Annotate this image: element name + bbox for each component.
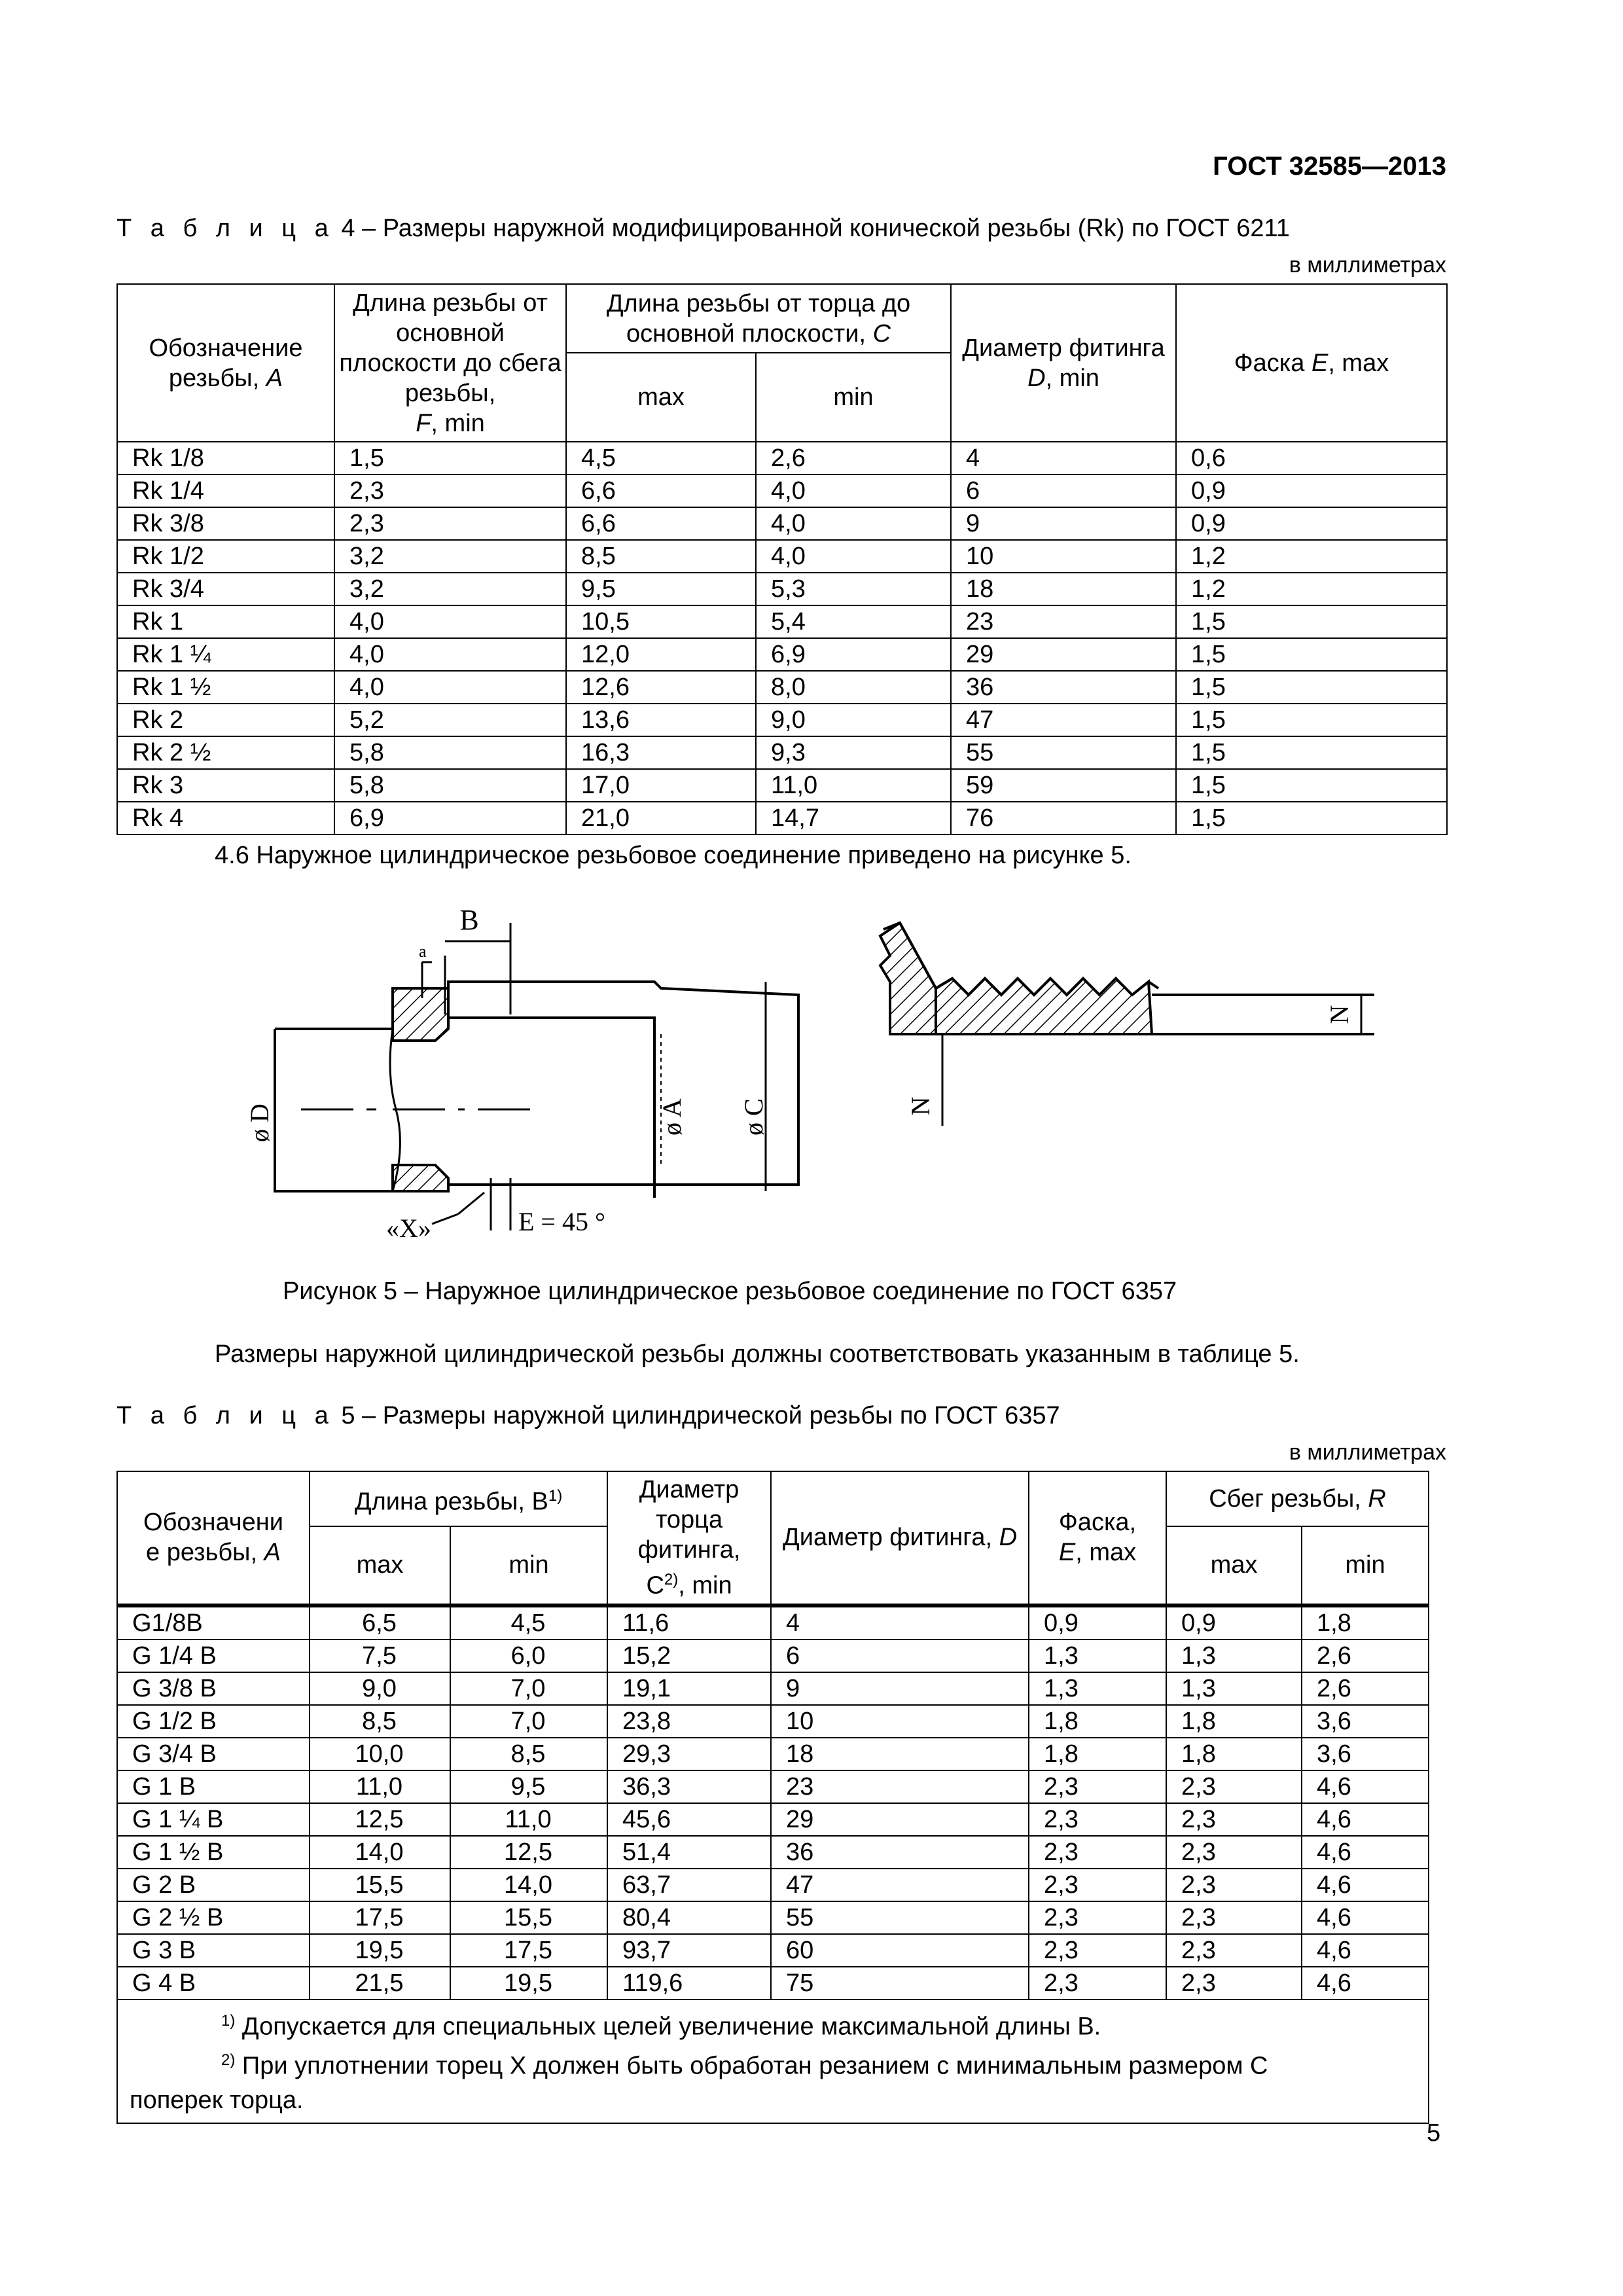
table-cell: 4,0	[334, 605, 566, 638]
table5-note-2-cont: поперек торца.	[130, 2086, 304, 2114]
table-cell: 6,0	[450, 1640, 607, 1672]
t4-header-designation: Обозначение резьбы, А	[117, 284, 334, 442]
table-cell: 4,6	[1302, 1803, 1429, 1836]
table-cell: 5,8	[334, 736, 566, 769]
t5-header-face-diameter: Диаметр торца фитинга, $C^{2)}$, min	[607, 1471, 771, 1605]
table-cell: 6	[951, 475, 1176, 507]
table-cell: 12,6	[566, 671, 756, 704]
table-cell: 0,6	[1176, 442, 1447, 475]
table5-caption-text: 5 – Размеры наружной цилиндрической резьбы по ГОСТ 6357	[334, 1402, 1060, 1429]
table-cell: 23	[951, 605, 1176, 638]
table-cell: 10	[771, 1705, 1029, 1738]
table-row	[117, 704, 1447, 736]
table-row	[117, 1738, 1429, 1770]
table-cell: 2,3	[1029, 1770, 1166, 1803]
table-cell: 2,3	[1029, 1901, 1166, 1934]
table-cell: 11,0	[756, 769, 951, 802]
table-cell: G 2 B	[117, 1869, 310, 1901]
table-cell: 2,3	[1166, 1934, 1302, 1967]
table-cell: 4,0	[334, 671, 566, 704]
label-diameter-d: ø D	[245, 1103, 274, 1142]
table-cell: G 3 B	[117, 1934, 310, 1967]
table-cell: 9,0	[310, 1672, 450, 1705]
table-cell: 1,5	[334, 442, 566, 475]
table-cell: 2,3	[1029, 1836, 1166, 1869]
table-cell: 15,5	[310, 1869, 450, 1901]
table-cell: 4,5	[450, 1605, 607, 1640]
table-row	[117, 1803, 1429, 1836]
table-cell: 1,5	[1176, 802, 1447, 834]
table-cell: 14,0	[450, 1869, 607, 1901]
table-cell: 16,3	[566, 736, 756, 769]
table-cell: 2,3	[334, 507, 566, 540]
table5-note-1: $^{1)}$ Допускается для специальных целей увеличение максимальной длины В.	[221, 2011, 1101, 2041]
paragraph-sizes: Размеры наружной цилиндрической резьбы должны соответствовать указанным в таблице 5.	[215, 1340, 1300, 1368]
table-cell: 1,5	[1176, 736, 1447, 769]
table4-unit: в миллиметрах	[1289, 253, 1446, 278]
label-n-bottom: N	[906, 1096, 935, 1116]
table-cell: G 2 ½ B	[117, 1901, 310, 1934]
table-cell: G 3/4 B	[117, 1738, 310, 1770]
table-cell: 5,3	[756, 573, 951, 605]
table-cell: 4,0	[756, 507, 951, 540]
table-cell: 4,0	[756, 475, 951, 507]
table-cell: 1,3	[1029, 1672, 1166, 1705]
paragraph-4-6: 4.6 Наружное цилиндрическое резьбовое соединение приведено на рисунке 5.	[215, 842, 1132, 869]
table5	[116, 1471, 1429, 2124]
t4-header-chamfer: Фаска E, max	[1176, 284, 1447, 442]
t5-header-chamfer: Фаска, Е, max	[1029, 1471, 1166, 1605]
table-cell: Rk 3/8	[117, 507, 334, 540]
table-cell: 8,0	[756, 671, 951, 704]
table-cell: 0,9	[1029, 1605, 1166, 1640]
table-cell: 55	[951, 736, 1176, 769]
table-cell: 23	[771, 1770, 1029, 1803]
t5-header-max: max	[310, 1526, 450, 1605]
t5-header-designation: Обозначени е резьбы, А	[117, 1471, 310, 1605]
table-cell: 15,5	[450, 1901, 607, 1934]
table-cell: 1,8	[1029, 1738, 1166, 1770]
table-cell: 15,2	[607, 1640, 771, 1672]
table-cell: 29	[771, 1803, 1029, 1836]
table-cell: 119,6	[607, 1967, 771, 2000]
label-a-small: a	[419, 942, 427, 961]
table-cell: 19,5	[450, 1967, 607, 2000]
table-cell: 2,6	[1302, 1640, 1429, 1672]
table-cell: 80,4	[607, 1901, 771, 1934]
table-cell: 2,3	[1166, 1901, 1302, 1934]
table-cell: 21,5	[310, 1967, 450, 2000]
table5-unit: в миллиметрах	[1289, 1440, 1446, 1465]
right-detail-drawing	[880, 923, 1374, 1126]
table-cell: 60	[771, 1934, 1029, 1967]
table5-notes	[117, 2000, 1429, 2123]
table-cell: 12,0	[566, 638, 756, 671]
table-cell: 1,2	[1176, 540, 1447, 573]
table-cell: 36	[771, 1836, 1029, 1869]
table-cell: 7,0	[450, 1672, 607, 1705]
table-cell: 4,0	[756, 540, 951, 573]
table-cell: Rk 1/4	[117, 475, 334, 507]
table-cell: 63,7	[607, 1869, 771, 1901]
table-cell: 7,0	[450, 1705, 607, 1738]
label-b: B	[459, 904, 479, 936]
table-cell: 1,8	[1029, 1705, 1166, 1738]
table-cell: G 4 B	[117, 1967, 310, 2000]
table-cell: Rk 3	[117, 769, 334, 802]
table4	[116, 283, 1448, 835]
table-cell: 10,5	[566, 605, 756, 638]
table-row	[117, 736, 1447, 769]
table-cell: 8,5	[310, 1705, 450, 1738]
table-cell: G1/8B	[117, 1605, 310, 1640]
table-cell: 11,0	[310, 1770, 450, 1803]
table-cell: 51,4	[607, 1836, 771, 1869]
table-cell: 55	[771, 1901, 1029, 1934]
t4-header-max: max	[566, 353, 756, 442]
table5-note-2: $^{2)}$ При уплотнении торец Х должен быть обработан резанием с минимальным размером С	[221, 2051, 1268, 2080]
table-cell: 6,5	[310, 1605, 450, 1640]
table-cell: 1,8	[1166, 1738, 1302, 1770]
table4-caption	[116, 215, 1290, 243]
table-row	[117, 1705, 1429, 1738]
t4-header-min: min	[756, 353, 951, 442]
table-cell: 1,3	[1166, 1640, 1302, 1672]
table-cell: 59	[951, 769, 1176, 802]
left-connection-drawing	[275, 923, 798, 1230]
table-cell: 5,8	[334, 769, 566, 802]
table-cell: G 1/4 B	[117, 1640, 310, 1672]
table-cell: 4,6	[1302, 1934, 1429, 1967]
table-row	[117, 442, 1447, 475]
table-cell: 0,9	[1176, 507, 1447, 540]
table-cell: 9,0	[756, 704, 951, 736]
table-cell: 9	[771, 1672, 1029, 1705]
t4-header-face-length: Длина резьбы от торца до основной плоскости, С	[566, 284, 951, 353]
t5-header-r-min: min	[1302, 1526, 1429, 1605]
table-cell: 3,2	[334, 540, 566, 573]
table-cell: 21,0	[566, 802, 756, 834]
table-cell: Rk 1/2	[117, 540, 334, 573]
table-cell: 0,9	[1176, 475, 1447, 507]
label-n-right: N	[1325, 1005, 1354, 1024]
table-cell: 6	[771, 1640, 1029, 1672]
figure5-drawing	[236, 884, 1387, 1263]
table-cell: Rk 4	[117, 802, 334, 834]
table-cell: 45,6	[607, 1803, 771, 1836]
table-cell: 14,7	[756, 802, 951, 834]
table-cell: 13,6	[566, 704, 756, 736]
table-cell: 36	[951, 671, 1176, 704]
table-row	[117, 1770, 1429, 1803]
table-cell: G 1 ½ B	[117, 1836, 310, 1869]
table-cell: 19,1	[607, 1672, 771, 1705]
table-cell: 1,3	[1029, 1640, 1166, 1672]
table-cell: Rk 3/4	[117, 573, 334, 605]
table-cell: 11,6	[607, 1605, 771, 1640]
table-cell: 4	[771, 1605, 1029, 1640]
table-row	[117, 1836, 1429, 1869]
table-cell: 9,3	[756, 736, 951, 769]
table-cell: 2,3	[334, 475, 566, 507]
table5-caption	[116, 1402, 1060, 1430]
table-cell: 8,5	[566, 540, 756, 573]
table-cell: G 3/8 B	[117, 1672, 310, 1705]
table-cell: 1,5	[1176, 605, 1447, 638]
table-cell: 2,6	[1302, 1672, 1429, 1705]
table-cell: 5,4	[756, 605, 951, 638]
table-cell: Rk 1 ½	[117, 671, 334, 704]
table-cell: 4,5	[566, 442, 756, 475]
table-cell: 5,2	[334, 704, 566, 736]
table-cell: 10,0	[310, 1738, 450, 1770]
table-cell: 29,3	[607, 1738, 771, 1770]
table-cell: 14,0	[310, 1836, 450, 1869]
page-number: 5	[1427, 2119, 1441, 2147]
table-cell: 7,5	[310, 1640, 450, 1672]
table-cell: 4,6	[1302, 1770, 1429, 1803]
table-cell: 47	[771, 1869, 1029, 1901]
table-cell: Rk 2	[117, 704, 334, 736]
table-row	[117, 769, 1447, 802]
table-row	[117, 475, 1447, 507]
table-cell: 9,5	[566, 573, 756, 605]
table-cell: 6,9	[756, 638, 951, 671]
table-cell: 2,3	[1029, 1803, 1166, 1836]
table-row	[117, 573, 1447, 605]
table-row	[117, 802, 1447, 834]
t4-header-diameter: Диаметр фитинга D, min	[951, 284, 1176, 442]
table-cell: 0,9	[1166, 1605, 1302, 1640]
table-cell: G 1/2 B	[117, 1705, 310, 1738]
table-cell: 18	[951, 573, 1176, 605]
table-cell: 1,5	[1176, 704, 1447, 736]
table-cell: Rk 1 ¼	[117, 638, 334, 671]
table-row	[117, 671, 1447, 704]
table-cell: 3,6	[1302, 1705, 1429, 1738]
table-cell: 1,5	[1176, 671, 1447, 704]
table-cell: 1,2	[1176, 573, 1447, 605]
table5-caption-prefix: Т а б л и ц а	[116, 1402, 334, 1429]
table-cell: 93,7	[607, 1934, 771, 1967]
table4-caption-prefix: Т а б л и ц а	[116, 215, 334, 242]
table-cell: 6,9	[334, 802, 566, 834]
table-row	[117, 1934, 1429, 1967]
table-cell: 12,5	[450, 1836, 607, 1869]
table-cell: 11,0	[450, 1803, 607, 1836]
table-row	[117, 638, 1447, 671]
table-row	[117, 1869, 1429, 1901]
table-cell: 4,6	[1302, 1901, 1429, 1934]
table-row	[117, 540, 1447, 573]
table-cell: 9,5	[450, 1770, 607, 1803]
table-cell: 76	[951, 802, 1176, 834]
table-cell: 19,5	[310, 1934, 450, 1967]
table-row	[117, 1640, 1429, 1672]
table-cell: 4	[951, 442, 1176, 475]
table-cell: 1,8	[1166, 1705, 1302, 1738]
table-cell: 36,3	[607, 1770, 771, 1803]
table-cell: 4,6	[1302, 1836, 1429, 1869]
table-cell: 2,3	[1166, 1967, 1302, 2000]
table-cell: 6,6	[566, 475, 756, 507]
table-cell: 4,6	[1302, 1967, 1429, 2000]
label-e: E = 45 °	[518, 1207, 605, 1236]
table-cell: 9	[951, 507, 1176, 540]
table-cell: 17,5	[450, 1934, 607, 1967]
table-cell: 4,6	[1302, 1869, 1429, 1901]
t5-header-diameter: Диаметр фитинга, D	[771, 1471, 1029, 1605]
table-cell: 1,3	[1166, 1672, 1302, 1705]
t5-header-runout: Сбег резьбы, R	[1166, 1471, 1429, 1526]
table-cell: 2,3	[1166, 1770, 1302, 1803]
table-cell: 1,5	[1176, 638, 1447, 671]
table-cell: 23,8	[607, 1705, 771, 1738]
table-row	[117, 507, 1447, 540]
table-row	[117, 1901, 1429, 1934]
t5-header-r-max: max	[1166, 1526, 1302, 1605]
table-row	[117, 605, 1447, 638]
table-cell: G 1 B	[117, 1770, 310, 1803]
table-cell: 2,3	[1029, 1869, 1166, 1901]
table-cell: 2,3	[1029, 1934, 1166, 1967]
table-cell: 6,6	[566, 507, 756, 540]
table-cell: Rk 1	[117, 605, 334, 638]
table-cell: 2,3	[1166, 1869, 1302, 1901]
table-cell: 8,5	[450, 1738, 607, 1770]
table-cell: 4,0	[334, 638, 566, 671]
table-cell: G 1 ¼ B	[117, 1803, 310, 1836]
table-cell: 2,3	[1029, 1967, 1166, 2000]
t5-header-min: min	[450, 1526, 607, 1605]
table-row	[117, 1967, 1429, 2000]
table-cell: 1,5	[1176, 769, 1447, 802]
t4-header-length: Длина резьбы от основной плоскости до сбега резьбы, F, min	[334, 284, 566, 442]
t5-header-length: Длина резьбы, $B^{1)}$	[310, 1471, 607, 1526]
table-cell: 2,6	[756, 442, 951, 475]
standard-number: ГОСТ 32585—2013	[1213, 152, 1446, 181]
table-cell: 18	[771, 1738, 1029, 1770]
table-cell: 10	[951, 540, 1176, 573]
table-row	[117, 1672, 1429, 1705]
table-cell: 29	[951, 638, 1176, 671]
table-cell: Rk 1/8	[117, 442, 334, 475]
table-row	[117, 1605, 1429, 1640]
label-x: «X»	[386, 1213, 431, 1243]
table-cell: 12,5	[310, 1803, 450, 1836]
table-cell: 75	[771, 1967, 1029, 2000]
table-cell: 17,0	[566, 769, 756, 802]
label-diameter-c: ø C	[739, 1098, 768, 1136]
table-cell: 47	[951, 704, 1176, 736]
table-cell: 2,3	[1166, 1803, 1302, 1836]
table-cell: 17,5	[310, 1901, 450, 1934]
table-cell: 2,3	[1166, 1836, 1302, 1869]
table-cell: 1,8	[1302, 1605, 1429, 1640]
table4-caption-text: 4 – Размеры наружной модифицированной конической резьбы (Rk) по ГОСТ 6211	[334, 215, 1290, 242]
figure5-caption: Рисунок 5 – Наружное цилиндрическое резьбовое соединение по ГОСТ 6357	[283, 1278, 1177, 1305]
label-diameter-a: ø A	[657, 1098, 687, 1136]
table-cell: 3,6	[1302, 1738, 1429, 1770]
table-cell: Rk 2 ½	[117, 736, 334, 769]
table-cell: 3,2	[334, 573, 566, 605]
